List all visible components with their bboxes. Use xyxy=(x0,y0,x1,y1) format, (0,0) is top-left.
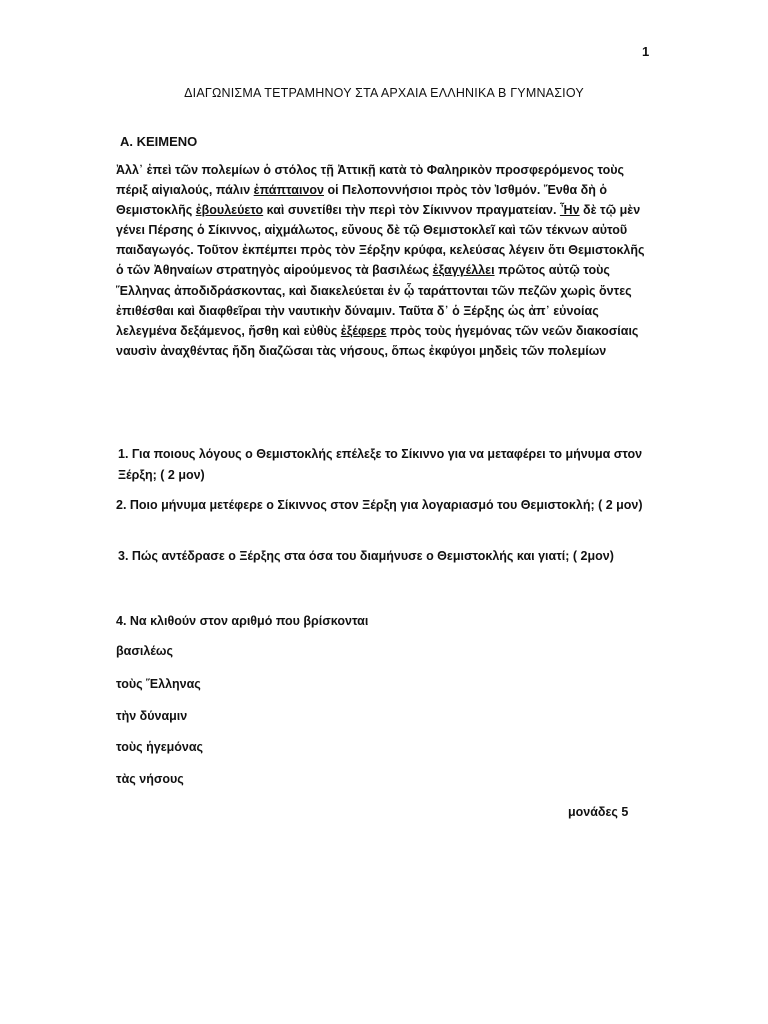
underlined-word: ἐξέφερε xyxy=(340,323,387,338)
word-item: τοὺς Ἕλληνας xyxy=(116,677,201,691)
passage-text: πρὸς τοὺς ἡγεμόνας τῶν νεῶν διακοσίαις ναυσὶν ἀναχθέντας ἤδη διαζῶσαι τὰς νήσους, ὅπως ἐκφύγοι μηδεὶς τῶν πολεμίων xyxy=(116,323,639,358)
page-title: ΔΙΑΓΩΝΙΣΜΑ ΤΕΤΡΑΜΗΝΟΥ ΣΤΑ ΑΡΧΑΙΑ ΕΛΛΗΝΙΚΑ Β ΓΥΜΝΑΣΙΟΥ xyxy=(184,86,584,100)
marks-label: μονάδες 5 xyxy=(568,805,629,819)
question-4: 4. Να κλιθούν στον αριθμό που βρίσκονται xyxy=(116,614,369,628)
underlined-word: ἐπάπταινον xyxy=(253,183,324,198)
word-item: τὴν δύναμιν xyxy=(116,709,188,723)
passage-text: οἱ Πελοποννήσιοι πρὸς τὸν Ἰσθμόν. Ἔνθα δὴ ὁ Θεμιστοκλῆς xyxy=(116,183,608,218)
word-item: τοὺς ἡγεμόνας xyxy=(116,740,204,754)
passage-text: πρῶτος αὐτῷ τοὺς Ἕλληνας ἀποδιδράσκοντας, καὶ διακελεύεται ἐν ᾧ ταράττονται τῶν πεζῶν χωρὶς ὄντες ἐπιθέσθαι καὶ διαφθεῖραι τὴν ναυτικὴν δύναμιν. Ταῦτα δ᾽ ὁ Ξέρξης ὡς ἀπ᾽ εὐνοίας λελεγμένα δεξάμενος, ἥσθη καὶ εὐθὺς xyxy=(116,263,632,338)
underlined-word: ἐξαγγέλλει xyxy=(432,263,495,278)
word-item: τὰς νήσους xyxy=(116,772,184,786)
question-2: 2. Ποιο μήνυμα μετέφερε ο Σίκιννος στον Ξέρξη για λογαριασμό του Θεμιστοκλή; ( 2 μον) xyxy=(116,498,643,512)
word-item: βασιλέως xyxy=(116,644,173,658)
ancient-text-passage xyxy=(116,160,652,361)
section-heading: Α. ΚΕΙΜΕΝΟ xyxy=(120,134,198,149)
underlined-word: Ἦν xyxy=(559,203,580,218)
page-number: 1 xyxy=(642,44,650,59)
passage-text: Ἀλλ᾽ ἐπεὶ τῶν πολεμίων ὁ στόλος τῇ Ἀττικῇ κατὰ τὸ Φαληρικὸν προσφερόμενος τοὺς πέριξ αἰγιαλούς, πάλιν xyxy=(116,163,625,198)
passage-text: δὲ τῷ μὲν γένει Πέρσης ὁ Σίκιννος, αἰχμάλωτος, εὔνους δὲ τῷ Θεμιστοκλεῖ καὶ τῶν τέκνων αὐτοῦ παιδαγωγός. Τοῦτον ἐκπέμπει πρὸς τὸν Ξέρξην κρύφα, κελεύσας λέγειν ὅτι Θεμιστοκλῆς ὁ τῶν Ἀθηναίων στρατηγὸς αἱρούμενος τὰ βασιλέως xyxy=(116,203,645,278)
underlined-word: ἐβουλεύετο xyxy=(195,203,264,218)
passage-text: καὶ συνετίθει τὴν περὶ τὸν Σίκιννον πραγματείαν. xyxy=(263,203,560,218)
question-1: 1. Για ποιους λόγους ο Θεμιστοκλής επέλεξε το Σίκιννο για να μεταφέρει το μήνυμα στον Ξέρξη; ( 2 μον) xyxy=(118,447,643,482)
question-3: 3. Πώς αντέδρασε ο Ξέρξης στα όσα του διαμήνυσε ο Θεμιστοκλής και γιατί; ( 2μον) xyxy=(118,549,614,563)
